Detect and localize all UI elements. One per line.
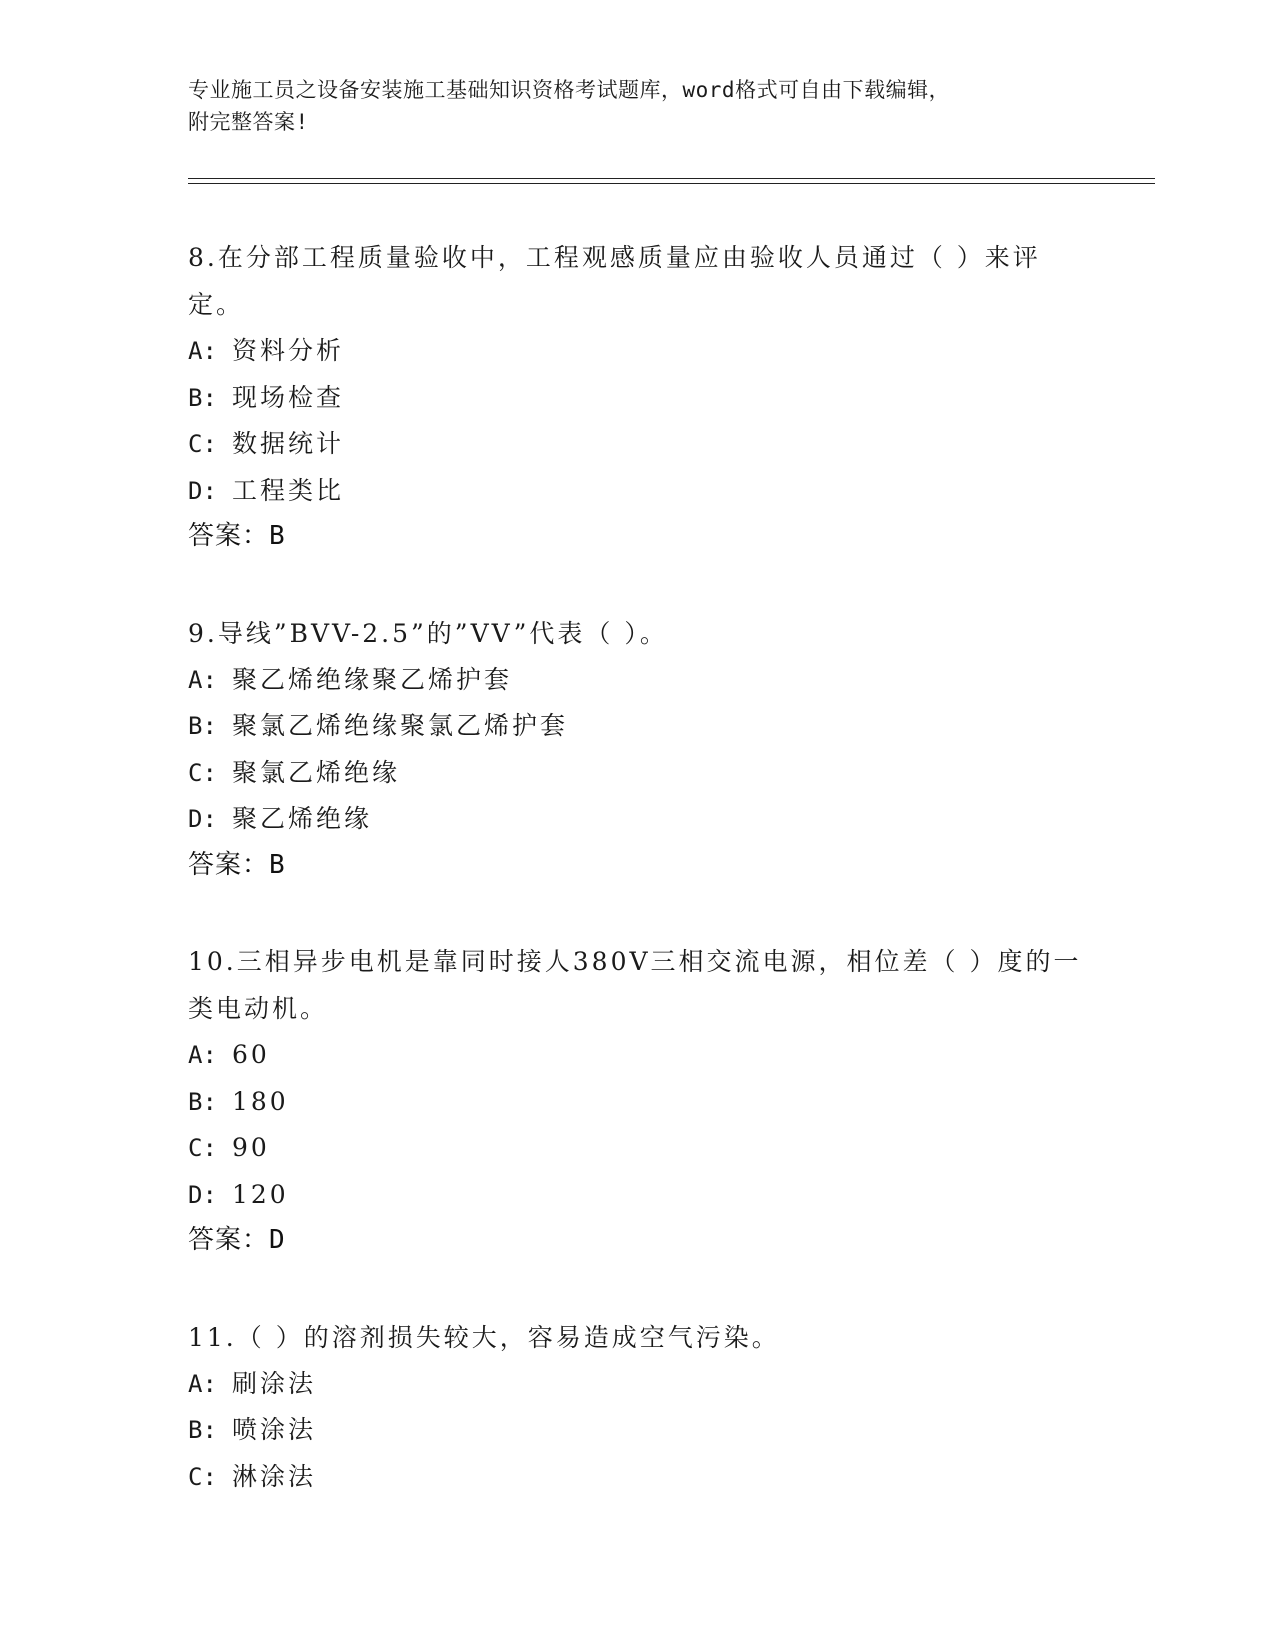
option-text: 聚氯乙烯绝缘聚氯乙烯护套 (232, 711, 569, 740)
option-key: C: (188, 1462, 217, 1491)
answer-line (188, 514, 1088, 560)
option-text: 聚乙烯绝缘聚乙烯护套 (232, 664, 513, 694)
option-b (188, 1079, 1088, 1126)
option-a (188, 328, 1088, 375)
option-b (188, 703, 1088, 750)
answer-label: 答案： (188, 849, 270, 880)
option-key: A: (188, 665, 217, 694)
option-text: 120 (232, 1179, 289, 1209)
answer-line (188, 843, 1088, 889)
option-b (188, 1407, 1088, 1454)
option-key: C: (188, 758, 217, 787)
option-text: 工程类比 (232, 475, 345, 505)
option-text: 资料分析 (232, 336, 345, 365)
option-key: D: (188, 805, 217, 833)
option-c (188, 750, 1088, 797)
option-key: C: (188, 1134, 217, 1162)
option-a (188, 1032, 1088, 1079)
header-divider-bottom (188, 183, 1155, 184)
option-text: 60 (232, 1040, 270, 1069)
option-text: 聚氯乙烯绝缘 (232, 757, 401, 787)
question-text: 8.在分部工程质量验收中，工程观感质量应由验收人员通过（ ）来评定。 (188, 243, 1041, 319)
option-text: 聚乙烯绝缘 (232, 804, 373, 833)
option-c (188, 1125, 1088, 1172)
question-11 (188, 1314, 1088, 1501)
header-line-2: 附完整答案! (188, 110, 309, 134)
option-key: B: (188, 1416, 217, 1444)
option-b (188, 375, 1088, 422)
document-header (188, 74, 1088, 138)
option-text: 喷涂法 (232, 1415, 317, 1444)
option-text: 淋涂法 (232, 1461, 317, 1491)
option-c (188, 421, 1088, 468)
option-text: 现场检查 (232, 382, 345, 412)
option-a (188, 1361, 1088, 1408)
question-text: 10.三相异步电机是靠同时接人380V三相交流电源，相位差（ ）度的一类电动机。 (188, 947, 1082, 1023)
option-key: B: (188, 383, 217, 412)
question-text: 9.导线”BVV-2.5”的”VV”代表（ ）。 (188, 618, 668, 648)
option-key: B: (188, 712, 217, 740)
question-8 (188, 234, 1088, 560)
header-line-1: 专业施工员之设备安装施工基础知识资格考试题库，word格式可自由下载编辑， (188, 78, 951, 102)
option-text: 180 (232, 1086, 289, 1116)
option-d (188, 1172, 1088, 1219)
option-a (188, 657, 1088, 704)
option-key: D: (188, 476, 217, 505)
question-10 (188, 938, 1088, 1264)
answer-value: B (269, 521, 286, 551)
answer-label: 答案： (188, 1225, 270, 1255)
answer-line (188, 1218, 1088, 1264)
answer-value: D (269, 1225, 286, 1255)
option-key: A: (188, 337, 217, 365)
option-d (188, 796, 1088, 843)
option-c (188, 1454, 1088, 1501)
question-list (188, 234, 1088, 1550)
answer-value: B (269, 849, 286, 880)
option-text: 刷涂法 (232, 1368, 317, 1398)
option-d (188, 468, 1088, 515)
option-key: B: (188, 1087, 217, 1116)
option-key: D: (188, 1180, 217, 1209)
answer-label: 答案： (188, 521, 270, 551)
option-key: A: (188, 1041, 217, 1069)
question-9 (188, 610, 1088, 889)
option-text: 数据统计 (232, 429, 345, 458)
option-text: 90 (232, 1133, 270, 1162)
header-divider-top (188, 178, 1155, 179)
option-key: A: (188, 1369, 217, 1398)
option-key: C: (188, 430, 217, 458)
question-text: 11.（ ）的溶剂损失较大，容易造成空气污染。 (188, 1322, 780, 1352)
